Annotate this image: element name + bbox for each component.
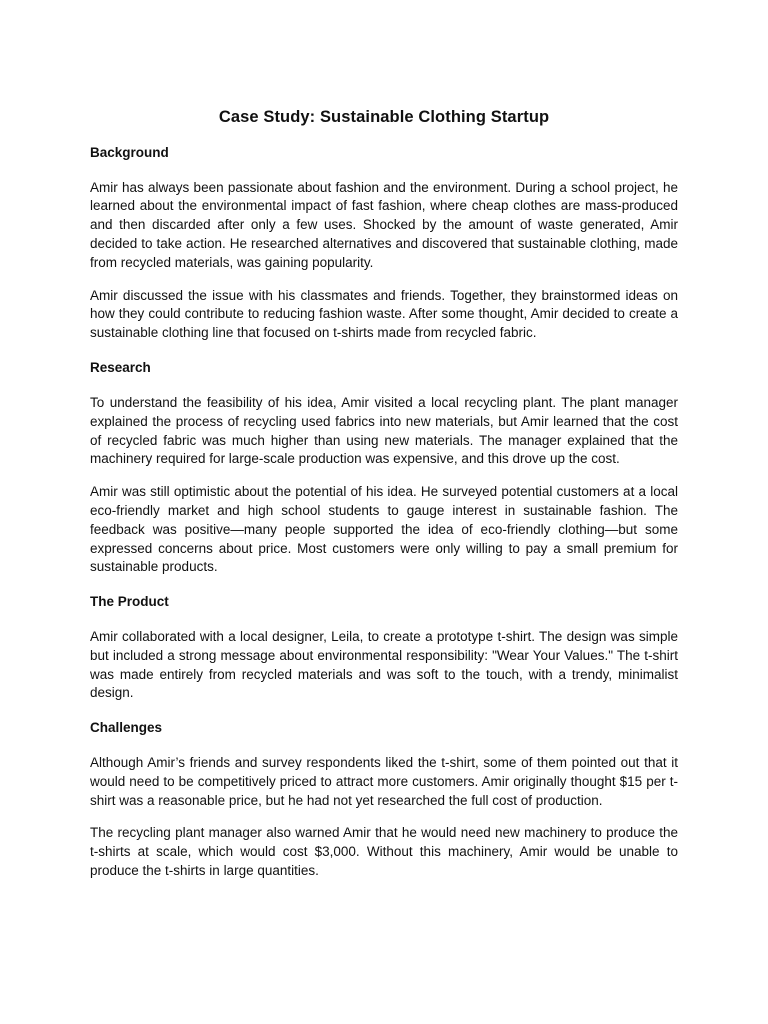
paragraph: To understand the feasibility of his idea, Amir visited a local recycling plant. The plant manager explained the process of recycling used fabrics into new materials, but Amir learned that the cost of recycled fabric was much higher than using new materials. The manager explained that the machinery required for large-scale production was expensive, and this drove up the cost. — [90, 394, 678, 467]
section-heading: Background — [90, 144, 169, 160]
paragraph: The recycling plant manager also warned Amir that he would need new machinery to produce the t-shirts at scale, which would cost $3,000. Without this machinery, Amir would be unable to produce the t-shirts in large quantities. — [90, 825, 678, 879]
section-heading: Research — [90, 360, 151, 376]
section-background — [90, 144, 678, 343]
paragraph: Amir has always been passionate about fashion and the environment. During a school project, he learned about the environmental impact of fast fashion, where cheap clothes are mass-produced and then discarded after only a few uses. Shocked by the amount of waste generated, Amir decided to take action. He researched alternatives and discovered that sustainable clothing, made from recycled materials, was gaining popularity. — [90, 179, 678, 270]
paragraph: Amir was still optimistic about the potential of his idea. He surveyed potential customers at a local eco-friendly market and high school students to gauge interest in sustainable fashion. The feedback was positive—many people supported the idea of eco-friendly clothing—but some expressed concerns about price. Most customers were only willing to pay a small premium for sustainable products. — [90, 484, 678, 575]
section-challenges — [90, 719, 678, 881]
paragraph: Amir collaborated with a local designer, Leila, to create a prototype t-shirt. The design was simple but included a strong message about environmental responsibility: "Wear Your Values." The t-shirt was made entirely from recycled materials and was soft to the touch, with a trendy, minimalist design. — [90, 629, 678, 701]
section-research — [90, 359, 678, 577]
section-the-product — [90, 593, 678, 703]
paragraph: Amir discussed the issue with his classmates and friends. Together, they brainstormed ideas on how they could contribute to reducing fashion waste. After some thought, Amir decided to create a sustainable clothing line that focused on t-shirts made from recycled fabric. — [90, 287, 678, 341]
section-heading: Challenges — [90, 720, 163, 736]
paragraph: Although Amir’s friends and survey respondents liked the t-shirt, some of them pointed out that it would need to be competitively priced to attract more customers. Amir originally thought $15 per t-shirt was a reasonable price, but he had not yet researched the full cost of production. — [90, 755, 678, 808]
document-title: Case Study: Sustainable Clothing Startup — [218, 108, 550, 126]
section-heading: The Product — [90, 594, 169, 610]
